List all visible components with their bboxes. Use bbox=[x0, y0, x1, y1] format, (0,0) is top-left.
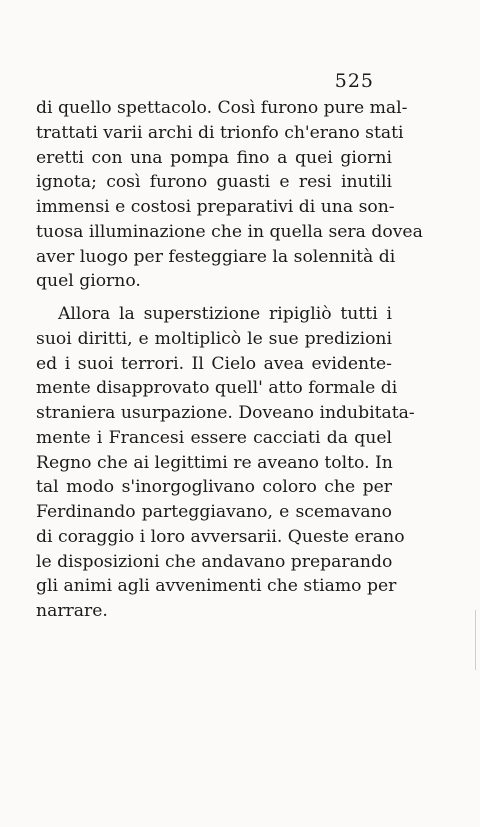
text-line: trattati varii archi di trionfo ch'erano stati bbox=[36, 122, 404, 143]
text-line: narrare. bbox=[36, 601, 108, 621]
text-line: Regno che ai legittimi re aveano tolto. In bbox=[36, 452, 393, 473]
text-line: eretti con una pompa fino a quei giorni bbox=[36, 147, 392, 168]
paragraph bbox=[36, 96, 423, 294]
text-line: aver luogo per festeggiare la solennità di bbox=[36, 246, 396, 267]
text-line: di coraggio i loro avversarii. Queste erano bbox=[36, 526, 405, 547]
text-line: le disposizioni che andavano preparando bbox=[36, 551, 393, 572]
text-line: ed i suoi terrori. Il Cielo avea evidente- bbox=[36, 353, 392, 374]
text-line: Allora la superstizione ripigliò tutti i bbox=[58, 304, 392, 324]
paragraph-gap bbox=[36, 294, 392, 302]
text-line: mente disapprovato quell' atto formale di bbox=[36, 378, 398, 399]
text-line: di quello spettacolo. Così furono pure mal- bbox=[36, 98, 408, 118]
page-number: 525 bbox=[334, 70, 374, 92]
text-line: gli animi agli avvenimenti che stiamo per bbox=[36, 576, 397, 597]
text-line: Ferdinando parteggiavano, e scemavano bbox=[36, 502, 392, 522]
text-line: straniera usurpazione. Doveano indubitata- bbox=[36, 403, 415, 423]
paragraph bbox=[36, 302, 415, 624]
text-line: immensi e costosi preparativi di una son- bbox=[36, 197, 395, 217]
text-line: mente i Francesi essere cacciati da quel bbox=[36, 427, 392, 448]
text-line: tal modo s'inorgoglivano coloro che per bbox=[36, 477, 392, 498]
text-line: quel giorno. bbox=[36, 271, 141, 292]
page-edge-mark bbox=[469, 610, 476, 670]
text-line: ignota; così furono guasti e resi inutili bbox=[36, 172, 392, 193]
text-line: suoi diritti, e moltiplicò le sue predizioni bbox=[36, 328, 392, 349]
text-line: tuosa illuminazione che in quella sera dovea bbox=[36, 221, 423, 242]
body-text bbox=[36, 96, 423, 624]
